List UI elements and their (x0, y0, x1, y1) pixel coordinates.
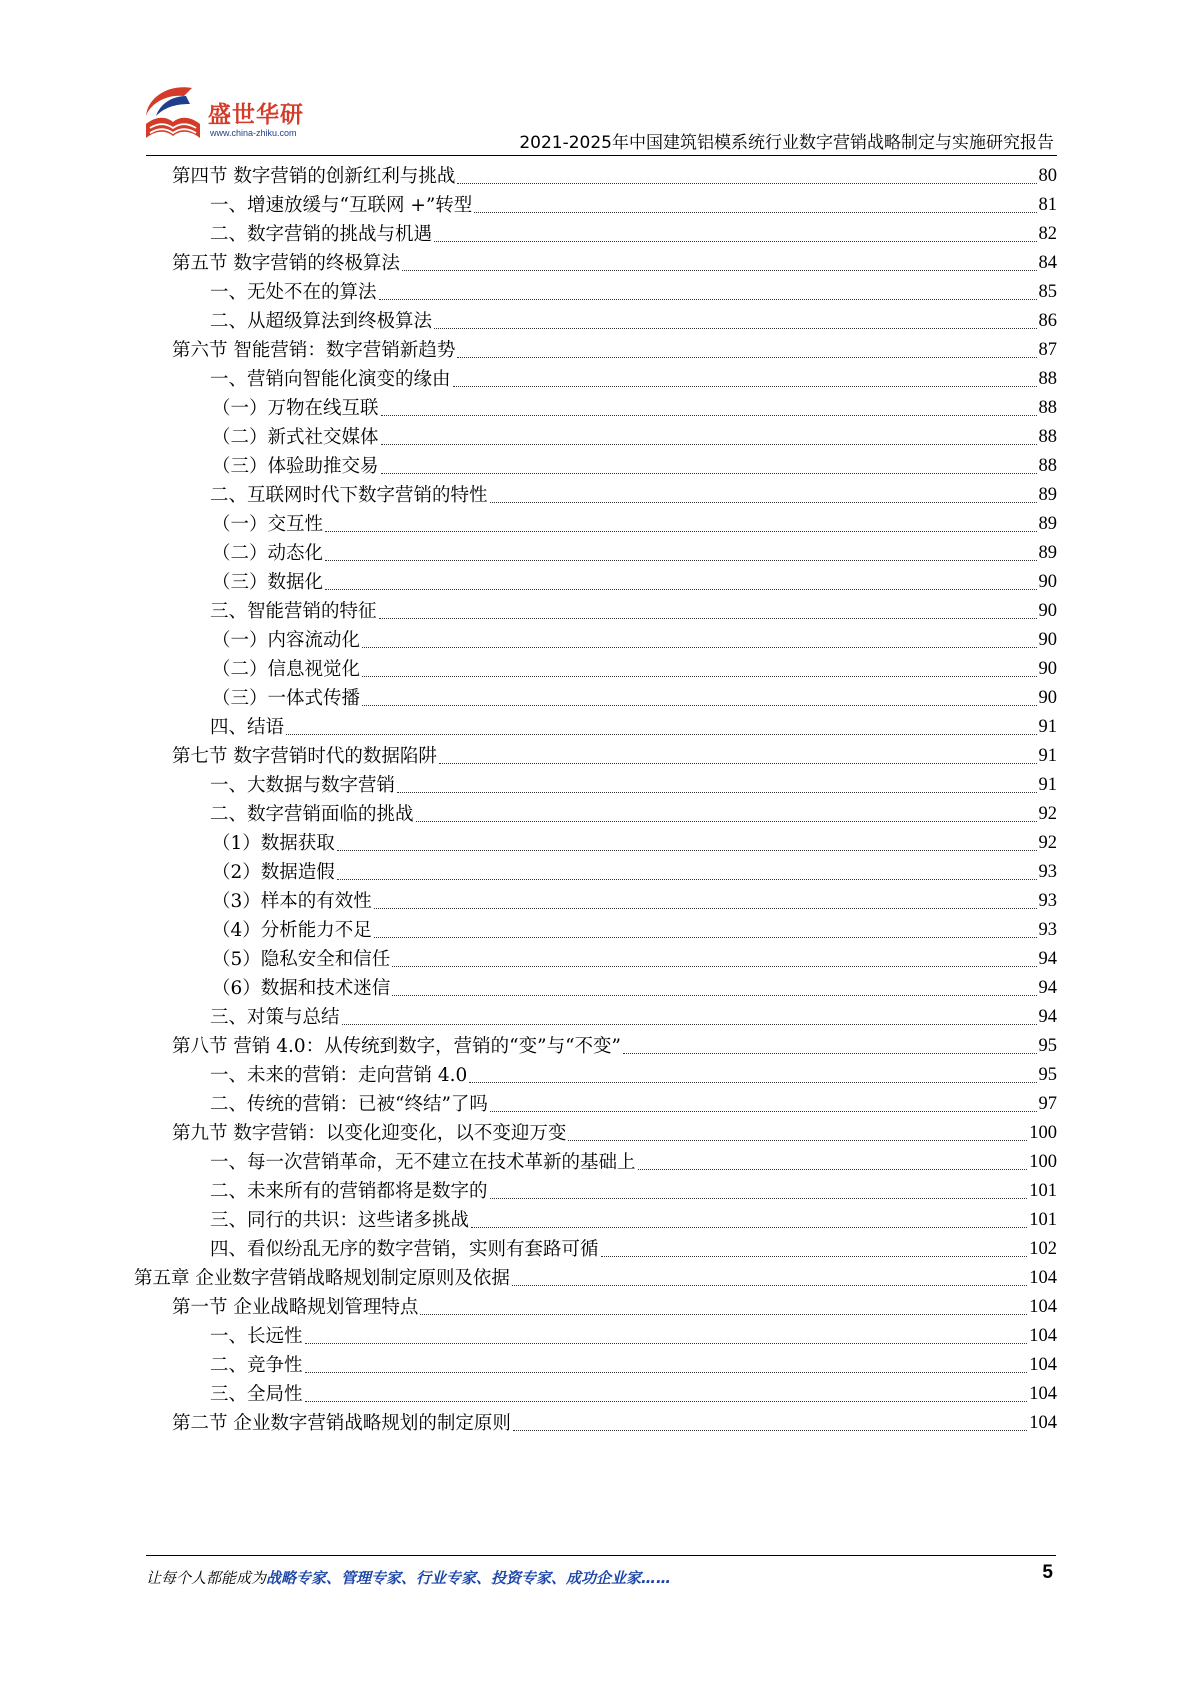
toc-entry-title: 二、未来所有的营销都将是数字的 (210, 1181, 488, 1202)
toc-entry-page: 88 (1038, 369, 1057, 389)
toc-leader-dots (416, 820, 1037, 822)
toc-entry-page: 82 (1038, 224, 1057, 244)
toc-entry[interactable] (172, 1118, 1057, 1149)
toc-entry[interactable] (210, 1176, 1057, 1207)
toc-entry[interactable] (210, 770, 1057, 801)
toc-entry-title: （6）数据和技术迷信 (212, 978, 391, 999)
toc-entry-title: （三）一体式传播 (212, 688, 361, 709)
toc-entry-title: （二）新式社交媒体 (212, 427, 379, 448)
toc-leader-dots (638, 1168, 1028, 1170)
toc-entry[interactable] (134, 1263, 1057, 1294)
toc-entry-title: （一）交互性 (212, 514, 324, 535)
toc-entry[interactable] (212, 567, 1057, 598)
toc-entry[interactable] (210, 799, 1057, 830)
toc-entry-page: 90 (1038, 601, 1057, 621)
toc-entry-title: 第九节 数字营销：以变化迎变化，以不变迎万变 (172, 1123, 567, 1144)
toc-entry-page: 93 (1038, 891, 1057, 911)
toc-entry-title: （二）动态化 (212, 543, 324, 564)
footer-slogan (146, 1567, 671, 1588)
toc-entry[interactable] (172, 248, 1057, 279)
toc-entry-page: 84 (1038, 253, 1057, 273)
toc-entry-page: 104 (1029, 1355, 1057, 1375)
logo-icon (140, 82, 206, 148)
toc-entry[interactable] (172, 1292, 1057, 1323)
toc-entry-page: 95 (1038, 1036, 1057, 1056)
toc-entry-title: 三、对策与总结 (210, 1007, 340, 1028)
toc-leader-dots (392, 994, 1036, 996)
toc-entry[interactable] (210, 1089, 1057, 1120)
toc-entry-page: 91 (1038, 775, 1057, 795)
toc-leader-dots (568, 1139, 1027, 1141)
brand-url: www.china-zhiku.com (210, 128, 297, 138)
toc-entry[interactable] (210, 1060, 1057, 1091)
toc-leader-dots (286, 733, 1036, 735)
brand-name: 盛世华研 (208, 102, 304, 128)
toc-entry-title: 二、传统的营销：已被“终结”了吗 (210, 1094, 488, 1115)
toc-entry-title: （4）分析能力不足 (212, 920, 372, 941)
toc-entry-title: 三、同行的共识：这些诸多挑战 (210, 1210, 470, 1231)
toc-entry-page: 100 (1029, 1152, 1057, 1172)
toc-entry-title: 一、未来的营销：走向营销 4.0 (210, 1065, 468, 1086)
toc-entry-page: 91 (1038, 717, 1057, 737)
toc-leader-dots (305, 1400, 1028, 1402)
toc-entry[interactable] (210, 277, 1057, 308)
toc-leader-dots (471, 1226, 1027, 1228)
toc-entry-page: 81 (1038, 195, 1057, 215)
brand-logo (140, 80, 315, 150)
toc-leader-dots (337, 878, 1037, 880)
toc-entry-title: （三）体验助推交易 (212, 456, 379, 477)
toc-leader-dots (490, 1197, 1028, 1199)
toc-entry-page: 101 (1029, 1181, 1057, 1201)
toc-entry-title: 第五章 企业数字营销战略规划制定原则及依据 (134, 1268, 510, 1289)
toc-entry-title: 第七节 数字营销时代的数据陷阱 (172, 746, 437, 767)
toc-leader-dots (362, 704, 1036, 706)
toc-entry-title: 二、互联网时代下数字营销的特性 (210, 485, 488, 506)
report-title: 2021-2025年中国建筑铝模系统行业数字营销战略制定与实施研究报告 (519, 133, 1054, 153)
toc-leader-dots (439, 762, 1037, 764)
toc-leader-dots (434, 327, 1036, 329)
toc-entry-page: 104 (1029, 1326, 1057, 1346)
toc-entry-title: （3）样本的有效性 (212, 891, 372, 912)
toc-entry-page: 100 (1029, 1123, 1057, 1143)
toc-entry[interactable] (210, 1002, 1057, 1033)
toc-entry-page: 88 (1038, 427, 1057, 447)
toc-entry[interactable] (212, 451, 1057, 482)
toc-entry-page: 80 (1038, 166, 1057, 186)
toc-entry-title: 一、每一次营销革命，无不建立在技术革新的基础上 (210, 1152, 636, 1173)
toc-entry[interactable] (212, 422, 1057, 453)
toc-entry-title: 第一节 企业战略规划管理特点 (172, 1297, 419, 1318)
toc-entry[interactable] (210, 190, 1057, 221)
toc-entry-page: 92 (1038, 833, 1057, 853)
toc-leader-dots (325, 530, 1036, 532)
toc-entry-title: 第四节 数字营销的创新红利与挑战 (172, 166, 456, 187)
toc-entry[interactable] (210, 1205, 1057, 1236)
toc-entry[interactable] (210, 480, 1057, 511)
toc-entry-page: 85 (1038, 282, 1057, 302)
toc-entry-title: 一、长远性 (210, 1326, 303, 1347)
toc-leader-dots (379, 617, 1037, 619)
toc-entry-page: 95 (1038, 1065, 1057, 1085)
toc-entry-page: 101 (1029, 1210, 1057, 1230)
toc-entry[interactable] (212, 828, 1057, 859)
toc-entry[interactable] (172, 741, 1057, 772)
toc-leader-dots (381, 414, 1037, 416)
toc-entry-page: 94 (1038, 949, 1057, 969)
toc-leader-dots (513, 1429, 1027, 1431)
toc-entry[interactable] (210, 364, 1057, 395)
toc-entry-page: 90 (1038, 630, 1057, 650)
toc-entry[interactable] (210, 306, 1057, 337)
toc-entry-title: （一）内容流动化 (212, 630, 361, 651)
toc-leader-dots (474, 211, 1036, 213)
toc-entry-page: 90 (1038, 572, 1057, 592)
toc-leader-dots (374, 936, 1037, 938)
toc-entry[interactable] (212, 857, 1057, 888)
toc-entry[interactable] (212, 538, 1057, 569)
toc-entry-title: 一、大数据与数字营销 (210, 775, 396, 796)
toc-leader-dots (402, 269, 1037, 271)
toc-leader-dots (512, 1284, 1027, 1286)
toc-entry-title: 一、增速放缓与“互联网 +”转型 (210, 195, 473, 216)
toc-entry-title: （一）万物在线互联 (212, 398, 379, 419)
toc-entry-page: 93 (1038, 862, 1057, 882)
toc-entry[interactable] (172, 1408, 1057, 1439)
toc-entry[interactable] (212, 654, 1057, 685)
toc-entry-page: 102 (1029, 1239, 1057, 1259)
toc-entry-page: 89 (1038, 485, 1057, 505)
toc-entry-page: 89 (1038, 543, 1057, 563)
toc-leader-dots (362, 646, 1036, 648)
toc-entry-title: 一、营销向智能化演变的缘由 (210, 369, 451, 390)
toc-entry-title: （三）数据化 (212, 572, 324, 593)
toc-entry-title: 四、看似纷乱无序的数字营销，实则有套路可循 (210, 1239, 599, 1260)
toc-leader-dots (342, 1023, 1037, 1025)
toc-entry-page: 104 (1029, 1297, 1057, 1317)
toc-entry-title: 第六节 智能营销：数字营销新趋势 (172, 340, 456, 361)
toc-entry[interactable] (210, 219, 1057, 250)
toc-leader-dots (305, 1342, 1028, 1344)
toc-entry[interactable] (172, 335, 1057, 366)
toc-entry-page: 88 (1038, 456, 1057, 476)
toc-entry[interactable] (212, 393, 1057, 424)
toc-entry-title: 一、无处不在的算法 (210, 282, 377, 303)
toc-leader-dots (381, 472, 1037, 474)
toc-entry-title: 第二节 企业数字营销战略规划的制定原则 (172, 1413, 511, 1434)
toc-entry[interactable] (210, 1234, 1057, 1265)
toc-entry-page: 92 (1038, 804, 1057, 824)
toc-leader-dots (434, 240, 1036, 242)
toc-entry-page: 86 (1038, 311, 1057, 331)
toc-entry-title: 二、竞争性 (210, 1355, 303, 1376)
toc-entry-page: 97 (1038, 1094, 1057, 1114)
toc-leader-dots (305, 1371, 1028, 1373)
toc-entry-page: 88 (1038, 398, 1057, 418)
toc-entry-title: 二、从超级算法到终极算法 (210, 311, 433, 332)
slogan-highlight: 战略专家、管理专家、行业专家、投资专家、成功企业家…… (266, 1569, 672, 1587)
toc-entry-title: 三、智能营销的特征 (210, 601, 377, 622)
toc-leader-dots (601, 1255, 1028, 1257)
toc-entry-page: 104 (1029, 1384, 1057, 1404)
toc-entry[interactable] (212, 915, 1057, 946)
toc-leader-dots (362, 675, 1036, 677)
toc-entry[interactable] (210, 1147, 1057, 1178)
toc-leader-dots (374, 907, 1037, 909)
toc-entry-page: 94 (1038, 978, 1057, 998)
toc-entry-page: 89 (1038, 514, 1057, 534)
toc-entry[interactable] (172, 161, 1057, 192)
toc-entry[interactable] (172, 1031, 1057, 1062)
toc-entry[interactable] (210, 1350, 1057, 1381)
toc-entry-page: 93 (1038, 920, 1057, 940)
toc-entry[interactable] (212, 944, 1057, 975)
toc-leader-dots (381, 443, 1037, 445)
toc-entry-page: 104 (1029, 1413, 1057, 1433)
header-divider (146, 155, 1057, 156)
toc-leader-dots (420, 1313, 1027, 1315)
toc-entry-page: 94 (1038, 1007, 1057, 1027)
toc-leader-dots (325, 588, 1036, 590)
toc-entry-title: （2）数据造假 (212, 862, 335, 883)
toc-entry-page: 87 (1038, 340, 1057, 360)
toc-entry[interactable] (210, 712, 1057, 743)
toc-leader-dots (469, 1081, 1036, 1083)
toc-entry-title: 二、数字营销面临的挑战 (210, 804, 414, 825)
toc-entry[interactable] (212, 509, 1057, 540)
toc-leader-dots (397, 791, 1036, 793)
toc-entry[interactable] (212, 973, 1057, 1004)
toc-entry-title: （5）隐私安全和信任 (212, 949, 391, 970)
slogan-prefix: 让每个人都能成为 (146, 1569, 267, 1587)
toc-entry[interactable] (212, 683, 1057, 714)
page-number: 5 (1042, 1562, 1053, 1583)
toc-entry-page: 104 (1029, 1268, 1057, 1288)
toc-entry-title: 二、数字营销的挑战与机遇 (210, 224, 433, 245)
toc-entry-title: 第五节 数字营销的终极算法 (172, 253, 400, 274)
toc-entry-title: （1）数据获取 (212, 833, 335, 854)
toc-entry-title: 四、结语 (210, 717, 285, 738)
toc-leader-dots (325, 559, 1036, 561)
toc-entry-page: 90 (1038, 659, 1057, 679)
toc-leader-dots (457, 182, 1036, 184)
toc-leader-dots (623, 1052, 1036, 1054)
toc-leader-dots (337, 849, 1037, 851)
toc-entry[interactable] (210, 596, 1057, 627)
toc-entry[interactable] (210, 1379, 1057, 1410)
toc-leader-dots (379, 298, 1037, 300)
toc-entry[interactable] (212, 625, 1057, 656)
toc-entry-title: 三、全局性 (210, 1384, 303, 1405)
page-header (0, 0, 1191, 155)
toc-leader-dots (453, 385, 1037, 387)
toc-leader-dots (392, 965, 1036, 967)
toc-leader-dots (490, 1110, 1037, 1112)
toc-leader-dots (490, 501, 1037, 503)
toc-entry[interactable] (212, 886, 1057, 917)
toc-leader-dots (457, 356, 1036, 358)
toc-entry-page: 91 (1038, 746, 1057, 766)
toc-entry[interactable] (210, 1321, 1057, 1352)
toc-entry-title: （二）信息视觉化 (212, 659, 361, 680)
toc-entry-page: 90 (1038, 688, 1057, 708)
footer-divider (146, 1555, 1056, 1556)
toc-entry-title: 第八节 营销 4.0：从传统到数字，营销的“变”与“不变” (172, 1036, 622, 1057)
